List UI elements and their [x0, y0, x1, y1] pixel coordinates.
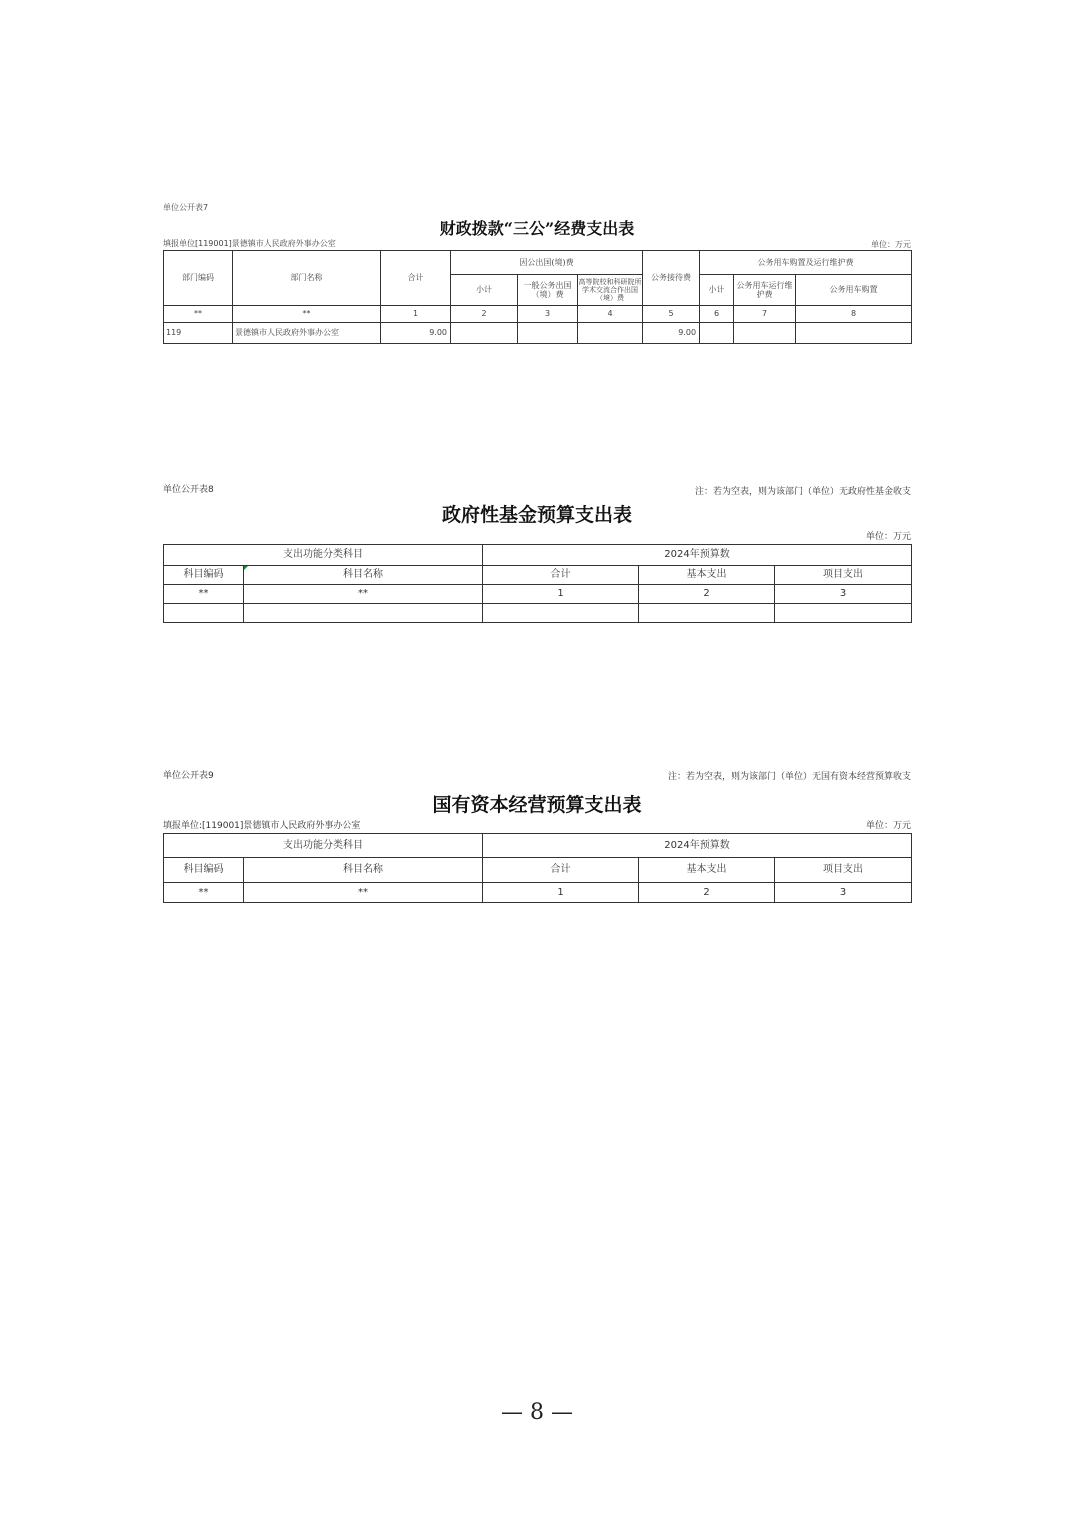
table9-index-row — [164, 883, 912, 903]
table9-unit-label: 单位：万元 — [865, 821, 911, 831]
table8-index-row — [164, 585, 912, 604]
table8-section — [163, 482, 911, 632]
header-project: 项目支出 — [775, 566, 912, 585]
table7-unit-label: 单位：万元 — [871, 240, 911, 249]
table-cell: 2 — [451, 306, 518, 323]
table7-code: 单位公开表7 — [163, 203, 209, 212]
table8-unit-label: 单位：万元 — [865, 532, 911, 542]
table7-title: 财政拨款“三公”经费支出表 — [439, 219, 635, 238]
table7-unit-prefix: 填报单位[119001]景德镇市人民政府外事办公室 — [163, 239, 336, 248]
table-cell: 3 — [518, 306, 578, 323]
table-cell: 9.00 — [643, 323, 700, 344]
table9 — [163, 833, 912, 903]
table8 — [163, 544, 912, 623]
table-cell — [700, 323, 734, 344]
table-cell — [775, 604, 912, 623]
table-cell — [164, 604, 244, 623]
table7-index-row — [164, 306, 912, 323]
header-subject-code: 科目编码 — [164, 566, 244, 585]
table-cell — [244, 604, 483, 623]
table-cell: 119 — [164, 323, 233, 344]
header-budget-group: 2024年预算数 — [483, 545, 912, 566]
header-travel-subtotal: 小计 — [451, 275, 518, 306]
table-cell — [451, 323, 518, 344]
header-function-group: 支出功能分类科目 — [164, 545, 483, 566]
table-cell: ** — [164, 585, 244, 604]
table-row — [164, 604, 912, 623]
table-cell: 4 — [578, 306, 643, 323]
table-cell: ** — [233, 306, 381, 323]
table-cell: ** — [244, 585, 483, 604]
table9-note: 注：若为空表，则为该部门（单位）无国有资本经营预算收支 — [667, 772, 911, 782]
table-cell: 5 — [643, 306, 700, 323]
table-cell — [734, 323, 796, 344]
header-vehicle-purchase: 公务用车购置 — [796, 275, 912, 306]
header-subject-name: 科目名称 — [244, 566, 483, 585]
table9-title: 国有资本经营预算支出表 — [432, 794, 642, 816]
table-cell: 1 — [483, 585, 639, 604]
table-cell: 7 — [734, 306, 796, 323]
table-cell — [578, 323, 643, 344]
table-cell: 3 — [775, 883, 912, 903]
header-vehicle-group: 公务用车购置及运行维护费 — [700, 251, 912, 275]
table8-note: 注：若为空表，则为该部门（单位）无政府性基金收支 — [694, 487, 911, 497]
table-cell: 1 — [483, 883, 639, 903]
table-cell: 2 — [639, 585, 775, 604]
header-total: 合计 — [483, 858, 639, 883]
table8-title: 政府性基金预算支出表 — [441, 504, 632, 526]
header-subject-name: 科目名称 — [244, 858, 483, 883]
table-cell: 9.00 — [381, 323, 451, 344]
table-row — [164, 323, 912, 344]
table-cell — [518, 323, 578, 344]
header-travel-general: 一般公务出国（境）费 — [518, 275, 578, 306]
table-cell: 景德镇市人民政府外事办公室 — [233, 323, 381, 344]
header-total: 合计 — [381, 251, 451, 306]
header-reception: 公务接待费 — [643, 251, 700, 306]
table9-code: 单位公开表9 — [163, 771, 214, 781]
table-cell — [483, 604, 639, 623]
table-cell — [639, 604, 775, 623]
header-budget-group: 2024年预算数 — [483, 834, 912, 858]
table-cell: 6 — [700, 306, 734, 323]
header-function-group: 支出功能分类科目 — [164, 834, 483, 858]
header-dept-name: 部门名称 — [233, 251, 381, 306]
table-cell: ** — [244, 883, 483, 903]
table-cell: 1 — [381, 306, 451, 323]
table9-section — [163, 767, 911, 907]
table-cell: 2 — [639, 883, 775, 903]
header-vehicle-subtotal: 小计 — [700, 275, 734, 306]
table7-section — [163, 200, 911, 346]
table-cell: 3 — [775, 585, 912, 604]
table7 — [163, 250, 912, 344]
page-number: — 8 — — [501, 1400, 573, 1425]
table-cell: 8 — [796, 306, 912, 323]
table-cell: ** — [164, 883, 244, 903]
header-basic: 基本支出 — [639, 566, 775, 585]
header-project: 项目支出 — [775, 858, 912, 883]
table8-code: 单位公开表8 — [163, 485, 214, 495]
header-subject-code: 科目编码 — [164, 858, 244, 883]
header-travel-group: 因公出国(境)费 — [451, 251, 643, 275]
header-total: 合计 — [483, 566, 639, 585]
table-cell: ** — [164, 306, 233, 323]
table-cell — [796, 323, 912, 344]
header-dept-code: 部门编码 — [164, 251, 233, 306]
header-travel-academic: 高等院校和科研院所学术交流合作出国（境）费 — [578, 275, 643, 306]
table9-unit-prefix: 填报单位:[119001]景德镇市人民政府外事办公室 — [163, 821, 361, 831]
header-vehicle-operation: 公务用车运行维护费 — [734, 275, 796, 306]
header-basic: 基本支出 — [639, 858, 775, 883]
